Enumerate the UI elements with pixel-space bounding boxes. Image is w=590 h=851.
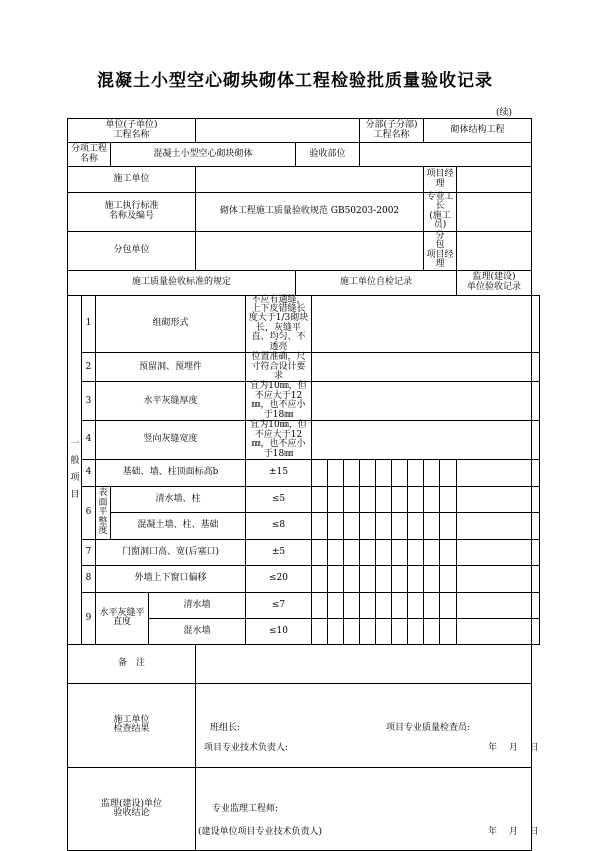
measure-cell[interactable] (392, 459, 408, 486)
item-name: 混水墙 (149, 618, 246, 644)
supervision-cell[interactable] (532, 618, 540, 644)
supervision-cell[interactable] (532, 421, 540, 460)
item-no: 7 (82, 539, 96, 565)
measure-cell[interactable] (312, 592, 328, 618)
construction-result-field[interactable] (196, 683, 539, 767)
construction-result-label: 施工单位 检查结果 (68, 683, 196, 767)
subcontract-pm-value[interactable] (457, 231, 532, 270)
measure-cell[interactable] (408, 459, 424, 486)
measure-cell[interactable] (440, 565, 457, 592)
measure-cell[interactable] (457, 618, 532, 644)
measure-cell[interactable] (424, 486, 440, 512)
supervision-conclusion-field[interactable] (196, 767, 539, 850)
measure-cell[interactable] (376, 539, 392, 565)
measure-cell[interactable] (360, 539, 376, 565)
item-name-value[interactable]: 混凝土小型空心砌块砌体 (111, 143, 296, 167)
measure-cell[interactable] (440, 459, 457, 486)
subcontract-pm-label: 分 包 项目经理 (424, 231, 457, 270)
measure-cell[interactable] (408, 592, 424, 618)
part-value[interactable] (360, 143, 532, 167)
item-no: 4 (82, 421, 96, 460)
measure-cell[interactable] (328, 539, 344, 565)
measure-cell[interactable] (440, 592, 457, 618)
tech-lead-label: 项目专业技术负责人: (204, 742, 289, 753)
construction-date: 年 月 日 (488, 742, 539, 753)
measure-cell[interactable] (344, 618, 360, 644)
subcontract-label: 分包单位 (68, 231, 196, 270)
supervision-cell[interactable] (532, 512, 540, 539)
item-no: 3 (82, 382, 96, 421)
measure-cell[interactable] (328, 512, 344, 539)
self-check-cell[interactable] (312, 295, 532, 353)
item-name: 基础、墙、柱顶面标高b (96, 459, 246, 486)
general-items-label: 一 般 项 目 (68, 295, 82, 644)
item-name: 竖向灰缝宽度 (96, 421, 246, 460)
remarks-label: 备 注 (68, 644, 196, 683)
self-check-cell[interactable] (312, 382, 532, 421)
item-name: 预留洞、预埋件 (96, 353, 246, 382)
continued-mark: (续) (495, 108, 512, 118)
standard-label: 施工执行标准 名称及编号 (68, 193, 196, 232)
measure-cell[interactable] (457, 512, 532, 539)
measure-cell[interactable] (457, 486, 532, 512)
item-requirement: ≤5 (246, 486, 312, 512)
measure-cell[interactable] (376, 486, 392, 512)
item-no: 2 (82, 353, 96, 382)
supervision-date: 年 月 日 (488, 826, 539, 837)
standard-value[interactable]: 砌体工程施工质量验收规范 GB50203-2002 (196, 193, 424, 232)
measure-cell[interactable] (344, 592, 360, 618)
item-no: 1 (82, 295, 96, 353)
measure-cell[interactable] (328, 592, 344, 618)
item-requirement: ≤7 (246, 592, 312, 618)
measure-cell[interactable] (392, 592, 408, 618)
measure-cell[interactable] (312, 486, 328, 512)
supervision-conclusion-label: 监理(建设)单位 验收结论 (68, 767, 196, 850)
measure-cell[interactable] (360, 486, 376, 512)
measure-cell[interactable] (312, 459, 328, 486)
measure-cell[interactable] (392, 618, 408, 644)
measure-cell[interactable] (457, 459, 532, 486)
supervision-column-header: 监理(建设) 单位验收记录 (457, 270, 532, 295)
measure-cell[interactable] (440, 486, 457, 512)
contractor-value[interactable] (196, 167, 424, 193)
item-no: 8 (82, 565, 96, 592)
measure-cell[interactable] (344, 486, 360, 512)
measure-cell[interactable] (344, 459, 360, 486)
measure-cell[interactable] (424, 512, 440, 539)
measure-cell[interactable] (312, 565, 328, 592)
self-check-cell[interactable] (312, 421, 532, 460)
supervision-cell[interactable] (532, 295, 540, 353)
measure-cell[interactable] (360, 565, 376, 592)
measure-cell[interactable] (408, 618, 424, 644)
measure-cell[interactable] (376, 592, 392, 618)
subunit-name-value[interactable]: 砌体结构工程 (424, 119, 532, 143)
measure-cell[interactable] (408, 539, 424, 565)
measure-cell[interactable] (424, 618, 440, 644)
item-no: 9 (82, 592, 96, 644)
measure-cell[interactable] (360, 512, 376, 539)
item-name: 外墙上下窗口偏移 (96, 565, 246, 592)
item-name: 门窗洞口高、宽(后塞口) (96, 539, 246, 565)
measure-cell[interactable] (408, 512, 424, 539)
measure-cell[interactable] (424, 565, 440, 592)
measure-cell[interactable] (328, 459, 344, 486)
supervising-engineer-label: 专业监理工程师: (212, 803, 279, 814)
supervision-cell[interactable] (532, 592, 540, 618)
item-name: 水平灰缝厚度 (96, 382, 246, 421)
foreman-value[interactable] (457, 193, 532, 232)
measure-cell[interactable] (360, 459, 376, 486)
owner-tech-lead-label: (建设单位项目专业技术负责人) (198, 826, 323, 837)
part-label: 验收部位 (296, 143, 360, 167)
item-name: 混凝土墙、柱、基础 (111, 512, 246, 539)
item-requirement: 不应有通缝，上下皮错缝长度大于1/3砌块长，灰缝平直、均匀、不透亮 (246, 295, 312, 353)
item-requirement: 宜为10㎜，但不应大于12㎜，也不应小于18㎜ (246, 421, 312, 460)
measure-cell[interactable] (424, 539, 440, 565)
item-requirement: ±5 (246, 539, 312, 565)
self-check-cell[interactable] (312, 353, 532, 382)
measure-cell[interactable] (440, 618, 457, 644)
measure-cell[interactable] (312, 618, 328, 644)
page-title: 混凝土小型空心砌块砌体工程检验批质量验收记录 (97, 71, 493, 91)
measure-cell[interactable] (360, 618, 376, 644)
item-name: 组砌形式 (96, 295, 246, 353)
measure-cell[interactable] (408, 565, 424, 592)
item-name-label: 分项工程名称 (68, 143, 111, 167)
spec-column-header: 施工质量验收标准的规定 (68, 270, 296, 295)
item-name: 清水墙 (149, 592, 246, 618)
measure-cell[interactable] (376, 459, 392, 486)
measure-cell[interactable] (408, 486, 424, 512)
supervision-cell[interactable] (532, 353, 540, 382)
supervision-cell[interactable] (532, 459, 540, 486)
measure-cell[interactable] (392, 539, 408, 565)
measure-cell[interactable] (440, 539, 457, 565)
measure-cell[interactable] (344, 565, 360, 592)
measure-cell[interactable] (424, 459, 440, 486)
item-group: 表面平整度 (96, 486, 111, 539)
measure-cell[interactable] (328, 565, 344, 592)
inspection-form (67, 118, 540, 851)
measure-cell[interactable] (392, 486, 408, 512)
pm-label: 项目经理 (424, 167, 457, 193)
subcontract-value[interactable] (196, 231, 424, 270)
pm-value[interactable] (457, 167, 532, 193)
item-requirement: 位置准确，尺寸符合设计要求 (246, 353, 312, 382)
measure-cell[interactable] (376, 512, 392, 539)
self-check-column-header: 施工单位自检记录 (296, 270, 457, 295)
measure-cell[interactable] (392, 512, 408, 539)
remarks-field[interactable] (196, 644, 532, 683)
item-requirement: 宜为10㎜，但不应大于12㎜，也不应小于18㎜ (246, 382, 312, 421)
unit-name-label: 单位(子单位) 工程名称 (68, 119, 196, 143)
item-requirement: ±15 (246, 459, 312, 486)
item-group: 水平灰缝平直度 (96, 592, 149, 644)
supervision-cell[interactable] (532, 382, 540, 421)
measure-cell[interactable] (457, 539, 532, 565)
supervision-cell[interactable] (532, 539, 540, 565)
supervision-cell[interactable] (532, 565, 540, 592)
unit-name-value[interactable] (196, 119, 360, 143)
item-requirement: ≤20 (246, 565, 312, 592)
item-no: 4 (82, 459, 96, 486)
measure-cell[interactable] (328, 486, 344, 512)
measure-cell[interactable] (440, 512, 457, 539)
item-name: 清水墙、柱 (111, 486, 246, 512)
measure-cell[interactable] (344, 512, 360, 539)
measure-cell[interactable] (457, 592, 532, 618)
item-no: 6 (82, 486, 96, 539)
supervision-cell[interactable] (532, 486, 540, 512)
measure-cell[interactable] (376, 565, 392, 592)
measure-cell[interactable] (312, 512, 328, 539)
contractor-label: 施工单位 (68, 167, 196, 193)
subunit-name-label: 分部(子分部) 工程名称 (360, 119, 424, 143)
measure-cell[interactable] (392, 565, 408, 592)
measure-cell[interactable] (328, 618, 344, 644)
item-requirement: ≤10 (246, 618, 312, 644)
measure-cell[interactable] (344, 539, 360, 565)
item-requirement: ≤8 (246, 512, 312, 539)
foreman-label: 专业工长 (施工员) (424, 193, 457, 232)
qc-inspector-label: 项目专业质量检查员: (386, 722, 471, 733)
team-leader-label: 班组长: (210, 722, 241, 733)
measure-cell[interactable] (360, 592, 376, 618)
measure-cell[interactable] (376, 618, 392, 644)
measure-cell[interactable] (457, 565, 532, 592)
measure-cell[interactable] (312, 539, 328, 565)
measure-cell[interactable] (424, 592, 440, 618)
